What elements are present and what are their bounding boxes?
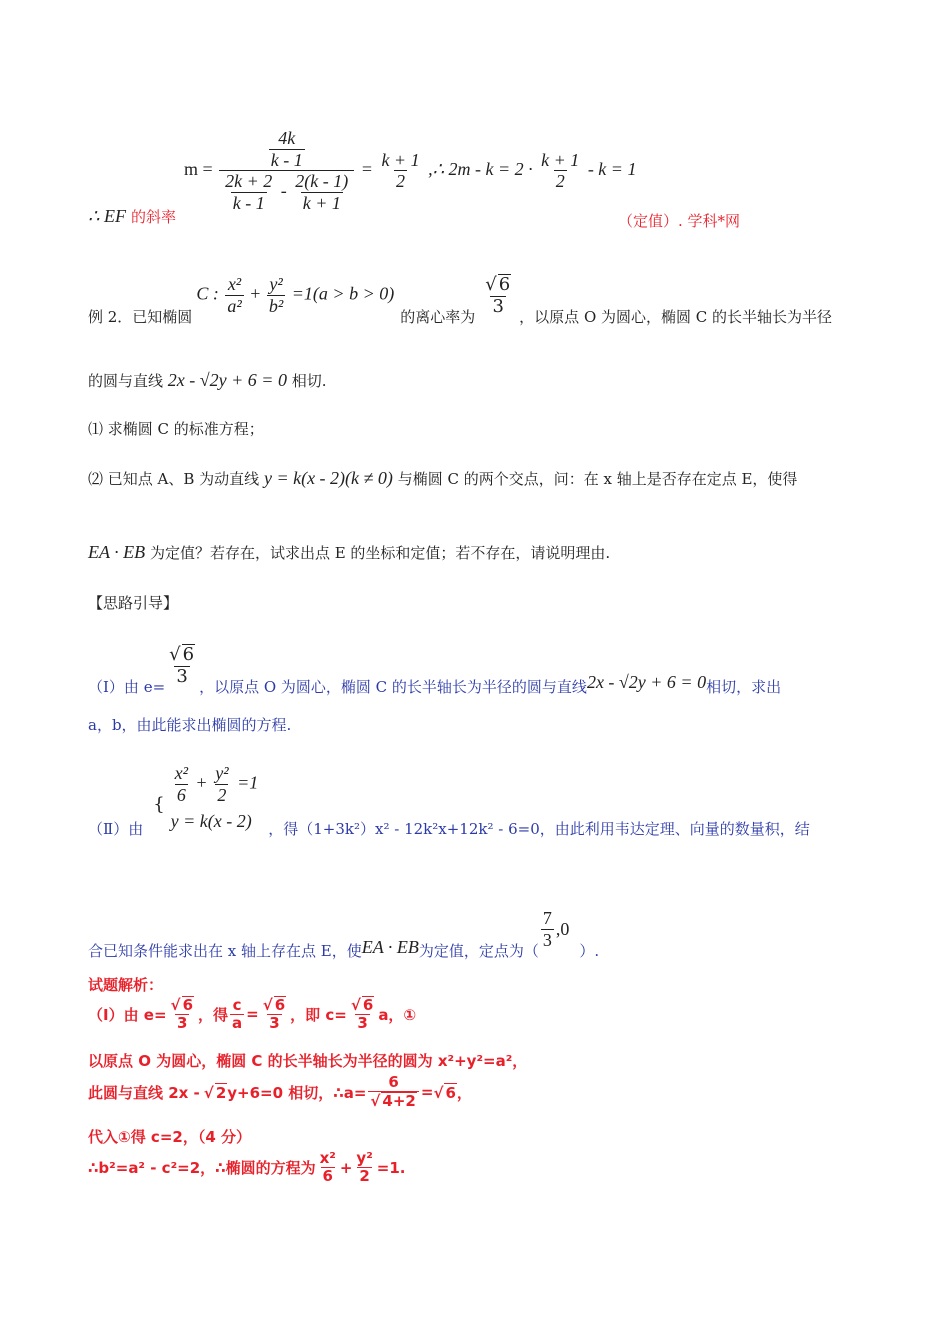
solution-title: 试题解析： bbox=[88, 976, 164, 994]
hint-title: 【思路引导】 bbox=[88, 594, 179, 612]
solution-line-4: 代入①得 c=2，（4 分） bbox=[88, 1128, 251, 1146]
question-2: ⑵ 已知点 A、B 为动直线 y = k(x - 2)(k ≠ 0) 与椭圆 C 的两个交点，问：在 x 轴上是否存在定点 E，使得 bbox=[88, 468, 798, 488]
big-fraction bbox=[219, 128, 354, 214]
m-lhs: m = bbox=[184, 159, 213, 179]
big-fraction-numerator: $\frac{4k}{k - 1}$ bbox=[270, 128, 303, 170]
solution-line-5: ∴b²=a² - c²=2，∴椭圆的方程为 x² 6 + $\frac{\text{y²}}{2}$ =1. bbox=[88, 1149, 406, 1186]
fixed-point: 7 3 ,0 bbox=[542, 908, 570, 950]
question-1: ⑴ 求椭圆 C 的标准方程； bbox=[88, 420, 264, 438]
big-fraction-denominator: $\frac{2k + 2}{k - 1}$ - $\frac{2(k - 1)}{k + 1}$ bbox=[219, 170, 354, 213]
equation-system: $\frac{\text{x²}}{6}$ + $\frac{\text{y²}}{2}$ =1 y = k(x - 2) bbox=[170, 762, 259, 832]
hint-1-line2: a，b，由此能求出椭圆的方程. bbox=[88, 716, 292, 734]
ef-slope-line: ∴ EF 的斜率 bbox=[88, 206, 177, 226]
solution-line-1: （Ⅰ）由 e= $\frac{√ 6}{3}$ ，得 $\frac{c}{a}$ = $\frac{√ 6}{3}$ ，即 c= $\frac{√ 6}{3}$ a，① bbox=[88, 995, 417, 1033]
hint-ecc-fraction: $\frac{√ 6}{3}$ bbox=[169, 643, 195, 687]
ellipse-equation: C : $\frac{\text{x²}}{\text{a²}}$ + $\frac{\text{y²}}{\text{b²}}$ =1(a > b > 0) bbox=[196, 274, 395, 316]
hint-2: （Ⅱ）由 { $\frac{\text{x²}}{6}$ + $\frac{\text{y²}}{2}$ =1 y = k(x - 2) ，得（1+3k²）x² - 12k²x+12k² - 6=0，由此利用韦达定理、向量的数量积，结 bbox=[88, 762, 810, 838]
result-fraction-2: $\frac{k + 1}{2}$ bbox=[541, 149, 580, 192]
solution-line-3: 此圆与直线 2x - √ 2 y+6=0 相切，∴a= $\frac{6}{√ 4+2}$ = √ 6 ， bbox=[88, 1073, 472, 1111]
question-2-cont: EA · EB 为定值？若存在，试求出点 E 的坐标和定值；若不存在，请说明理由. bbox=[88, 542, 611, 562]
eccentricity-fraction: √ 6 3 bbox=[485, 273, 511, 317]
example2-line1: 例 2．已知椭圆 C : $\frac{\text{x²}}{\text{a²}}$ + $\frac{\text{y²}}{\text{b²}}$ =1(a > b > 0) 的离心率为 √ 6 3 ，以原点 O 为圆心，椭圆 C 的长半轴长为半径 bbox=[88, 273, 833, 326]
hint-1: （Ⅰ）由 e= $\frac{√ 6}{3}$ ，以原点 O 为圆心，椭圆 C 的长半轴长为半径的圆与直线 2x - √2y + 6 = 0 相切，求出 bbox=[88, 643, 782, 696]
result-fraction: $\frac{k + 1}{2}$ bbox=[381, 149, 420, 192]
solution-line-2: 以原点 O 为圆心，椭圆 C 的长半轴长为半径的圆为 x²+y²=a²， bbox=[88, 1052, 528, 1070]
hint-2-line2: 合已知条件能求出在 x 轴上存在点 E，使 EA · EB 为定值，定点为（ 7 3 ,0 ）. bbox=[88, 908, 600, 960]
top-equation: m = $\frac{4k}{k - 1}$ $\frac{2k + 2}{k - 1}$ - $\frac{2(k - 1)}{k + 1}$ = $\frac{k + 1}{2}$ ,∴ 2m - k = 2 · $\frac{k + 1}{2}$ - k = 1 bbox=[184, 128, 637, 214]
ef-slope-suffix: （定值）. 学科*网 bbox=[618, 212, 741, 230]
example2-line2: 的圆与直线 2x - √2y + 6 = 0 相切. bbox=[88, 370, 327, 390]
